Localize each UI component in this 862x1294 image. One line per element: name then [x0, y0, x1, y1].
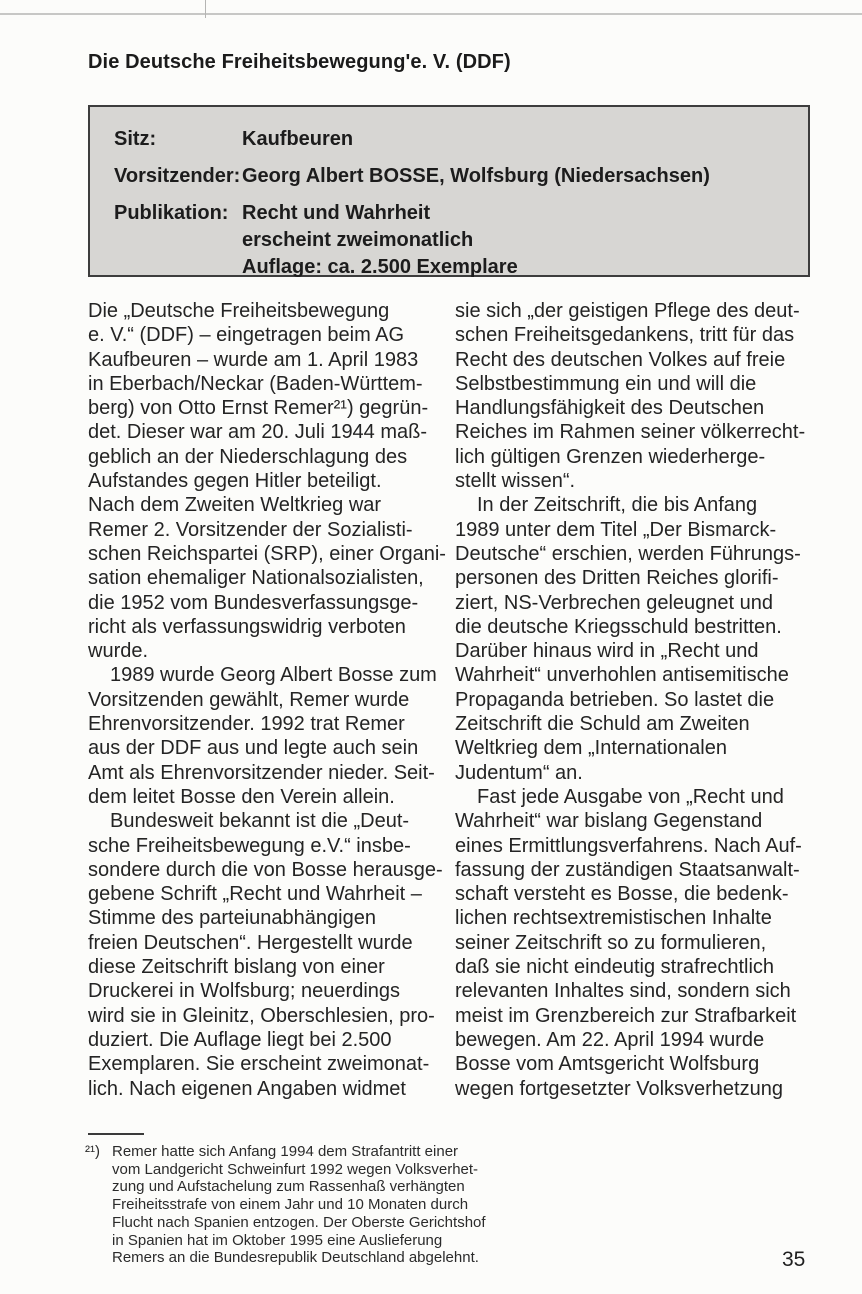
- text-line: aus der DDF aus und legte auch sein: [88, 737, 419, 760]
- body-columns: [88, 299, 814, 1101]
- text-line: Wahrheit“ unverhohlen antisemitische: [455, 664, 789, 687]
- page-top-rule: [0, 13, 862, 15]
- text-line: sondere durch die von Bosse herausge-: [88, 858, 443, 881]
- paragraph: [88, 663, 440, 809]
- info-value-vorsitzender: Georg Albert BOSSE, Wolfsburg (Niedersachsen): [242, 165, 710, 187]
- page-title: Die Deutsche Freiheitsbewegung'e. V. (DDF): [88, 51, 511, 73]
- text-line: Recht des deutschen Volkes auf freie: [455, 348, 786, 371]
- text-line: lichen rechtsextremistischen Inhalte: [455, 907, 772, 930]
- text-line: personen des Dritten Reiches glorifi-: [455, 567, 779, 590]
- footnote-line: zung und Aufstachelung zum Rassenhaß verhängten: [112, 1178, 465, 1196]
- text-line: relevanten Inhaltes sind, sondern sich: [455, 980, 791, 1003]
- footnote: [85, 1143, 530, 1267]
- paragraph: [88, 809, 443, 1101]
- text-line: Wahrheit“ war bislang Gegenstand: [455, 810, 763, 833]
- text-line: Ehrenvorsitzender. 1992 trat Remer: [88, 713, 405, 736]
- publikation-line-3: Auflage: ca. 2.500 Exemplare: [242, 256, 518, 278]
- text-line: richt als verfassungswidrig verboten: [88, 615, 406, 638]
- text-line: in Eberbach/Neckar (Baden-Württem-: [88, 372, 423, 395]
- text-line: Exemplaren. Sie erscheint zweimonat-: [88, 1053, 430, 1076]
- text-line: fassung der zuständigen Staatsanwalt-: [455, 858, 800, 881]
- text-line: meist im Grenzbereich zur Strafbarkeit: [455, 1004, 797, 1027]
- info-label-vorsitzender: Vorsitzender:: [114, 165, 241, 187]
- text-line: diese Zeitschrift bislang von einer: [88, 956, 385, 979]
- text-line: sche Freiheitsbewegung e.V.“ insbe-: [88, 834, 411, 857]
- text-line: wurde.: [88, 640, 149, 663]
- footnote-line: Remers an die Bundesrepublik Deutschland abgelehnt.: [112, 1249, 479, 1267]
- page-number: 35: [782, 1248, 806, 1271]
- text-line: Aufstandes gegen Hitler beteiligt.: [88, 470, 382, 493]
- footnote-line: Freiheitsstrafe von einem Jahr und 10 Monaten durch: [112, 1196, 469, 1214]
- text-line: Die „Deutsche Freiheitsbewegung: [88, 300, 390, 322]
- text-line: schen Reichspartei (SRP), einer Organi-: [88, 542, 446, 565]
- text-line: Bundesweit bekannt ist die „Deut-: [110, 810, 410, 833]
- text-line: duziert. Die Auflage liegt bei 2.500: [88, 1028, 392, 1051]
- text-line: Deutsche“ erschien, werden Führungs-: [455, 542, 801, 565]
- text-line: Amt als Ehrenvorsitzender nieder. Seit-: [88, 761, 435, 784]
- info-value-publikation: [242, 200, 798, 281]
- text-line: Judentum“ an.: [455, 761, 583, 784]
- footnote-marker: ²¹): [85, 1143, 100, 1160]
- scan-artifact-line: [205, 0, 206, 18]
- text-line: Nach dem Zweiten Weltkrieg war: [88, 494, 382, 517]
- text-line: sation ehemaliger Nationalsozialisten,: [88, 567, 424, 590]
- publikation-line-1: Recht und Wahrheit: [242, 202, 431, 224]
- text-line: Darüber hinaus wird in „Recht und: [455, 640, 759, 663]
- text-line: In der Zeitschrift, die bis Anfang: [477, 494, 758, 517]
- text-line: dem leitet Bosse den Verein allein.: [88, 785, 395, 808]
- info-row-sitz: [114, 126, 798, 153]
- text-line: wegen fortgesetzter Volksverhetzung: [455, 1077, 783, 1100]
- info-row-publikation: [114, 200, 798, 281]
- text-line: Druckerei in Wolfsburg; neuerdings: [88, 980, 401, 1003]
- text-line: Zeitschrift die Schuld am Zweiten: [455, 713, 750, 736]
- text-line: Fast jede Ausgabe von „Recht und: [477, 785, 784, 808]
- text-line: daß sie nicht eindeutig strafrechtlich: [455, 956, 775, 979]
- left-column: [88, 299, 446, 1101]
- text-line: gebene Schrift „Recht und Wahrheit –: [88, 883, 422, 906]
- right-column: [455, 299, 814, 1101]
- text-line: Weltkrieg dem „Internationalen: [455, 737, 727, 760]
- text-line: schaft versteht es Bosse, die bedenk-: [455, 883, 789, 906]
- text-line: 1989 unter dem Titel „Der Bismarck-: [455, 518, 777, 541]
- footnote-line: vom Landgericht Schweinfurt 1992 wegen Volksverhet-: [112, 1160, 479, 1178]
- text-line: die 1952 vom Bundesverfassungsge-: [88, 591, 419, 614]
- paragraph: [455, 785, 814, 1101]
- text-line: Stimme des parteiunabhängigen: [88, 907, 376, 930]
- text-line: eines Ermittlungsverfahrens. Nach Auf-: [455, 834, 802, 857]
- text-line: die deutsche Kriegsschuld bestritten.: [455, 615, 782, 638]
- text-line: wird sie in Gleinitz, Oberschlesien, pro-: [88, 1004, 435, 1027]
- info-box: [88, 105, 810, 277]
- text-line: sie sich „der geistigen Pflege des deut-: [455, 300, 800, 322]
- info-row-vorsitzender: [114, 163, 798, 190]
- footnote-line: Flucht nach Spanien entzogen. Der Oberste Gerichtshof: [112, 1213, 486, 1231]
- text-line: Bosse vom Amtsgericht Wolfsburg: [455, 1053, 760, 1076]
- info-value-sitz: Kaufbeuren: [242, 128, 354, 150]
- paragraph: [455, 493, 814, 785]
- paragraph: [88, 299, 446, 663]
- text-line: freien Deutschen“. Hergestellt wurde: [88, 931, 413, 954]
- paragraph: [455, 299, 814, 493]
- text-line: geblich an der Niederschlagung des: [88, 445, 408, 468]
- text-line: schen Freiheitsgedankens, tritt für das: [455, 324, 795, 347]
- text-line: Reiches im Rahmen seiner völkerrecht-: [455, 421, 806, 444]
- text-line: Propaganda betrieben. So lastet die: [455, 688, 775, 711]
- footnote-rule: [88, 1133, 144, 1135]
- text-line: berg) von Otto Ernst Remer²¹) gegrün-: [88, 397, 429, 420]
- text-line: lich gültigen Grenzen wiederherge-: [455, 445, 766, 468]
- text-line: Kaufbeuren – wurde am 1. April 1983: [88, 348, 419, 371]
- text-line: ziert, NS-Verbrechen geleugnet und: [455, 591, 773, 614]
- info-label-sitz: Sitz:: [114, 128, 157, 150]
- text-line: 1989 wurde Georg Albert Bosse zum: [110, 664, 437, 687]
- footnote-line: Remer hatte sich Anfang 1994 dem Strafantritt einer: [112, 1143, 459, 1160]
- text-line: bewegen. Am 22. April 1994 wurde: [455, 1028, 765, 1051]
- footnote-lines: [85, 1143, 530, 1267]
- text-line: e. V.“ (DDF) – eingetragen beim AG: [88, 324, 405, 347]
- info-label-publikation: Publikation:: [114, 202, 229, 224]
- text-line: Vorsitzenden gewählt, Remer wurde: [88, 688, 410, 711]
- text-line: Handlungsfähigkeit des Deutschen: [455, 397, 765, 420]
- text-line: lich. Nach eigenen Angaben widmet: [88, 1077, 406, 1100]
- text-line: stellt wissen“.: [455, 470, 576, 493]
- text-line: det. Dieser war am 20. Juli 1944 maß-: [88, 421, 428, 444]
- footnote-line: in Spanien hat im Oktober 1995 eine Auslieferung: [112, 1231, 443, 1249]
- text-line: Remer 2. Vorsitzender der Sozialisti-: [88, 518, 413, 541]
- text-line: Selbstbestimmung ein und will die: [455, 372, 757, 395]
- text-line: seiner Zeitschrift so zu formulieren,: [455, 931, 767, 954]
- publikation-line-2: erscheint zweimonatlich: [242, 229, 474, 251]
